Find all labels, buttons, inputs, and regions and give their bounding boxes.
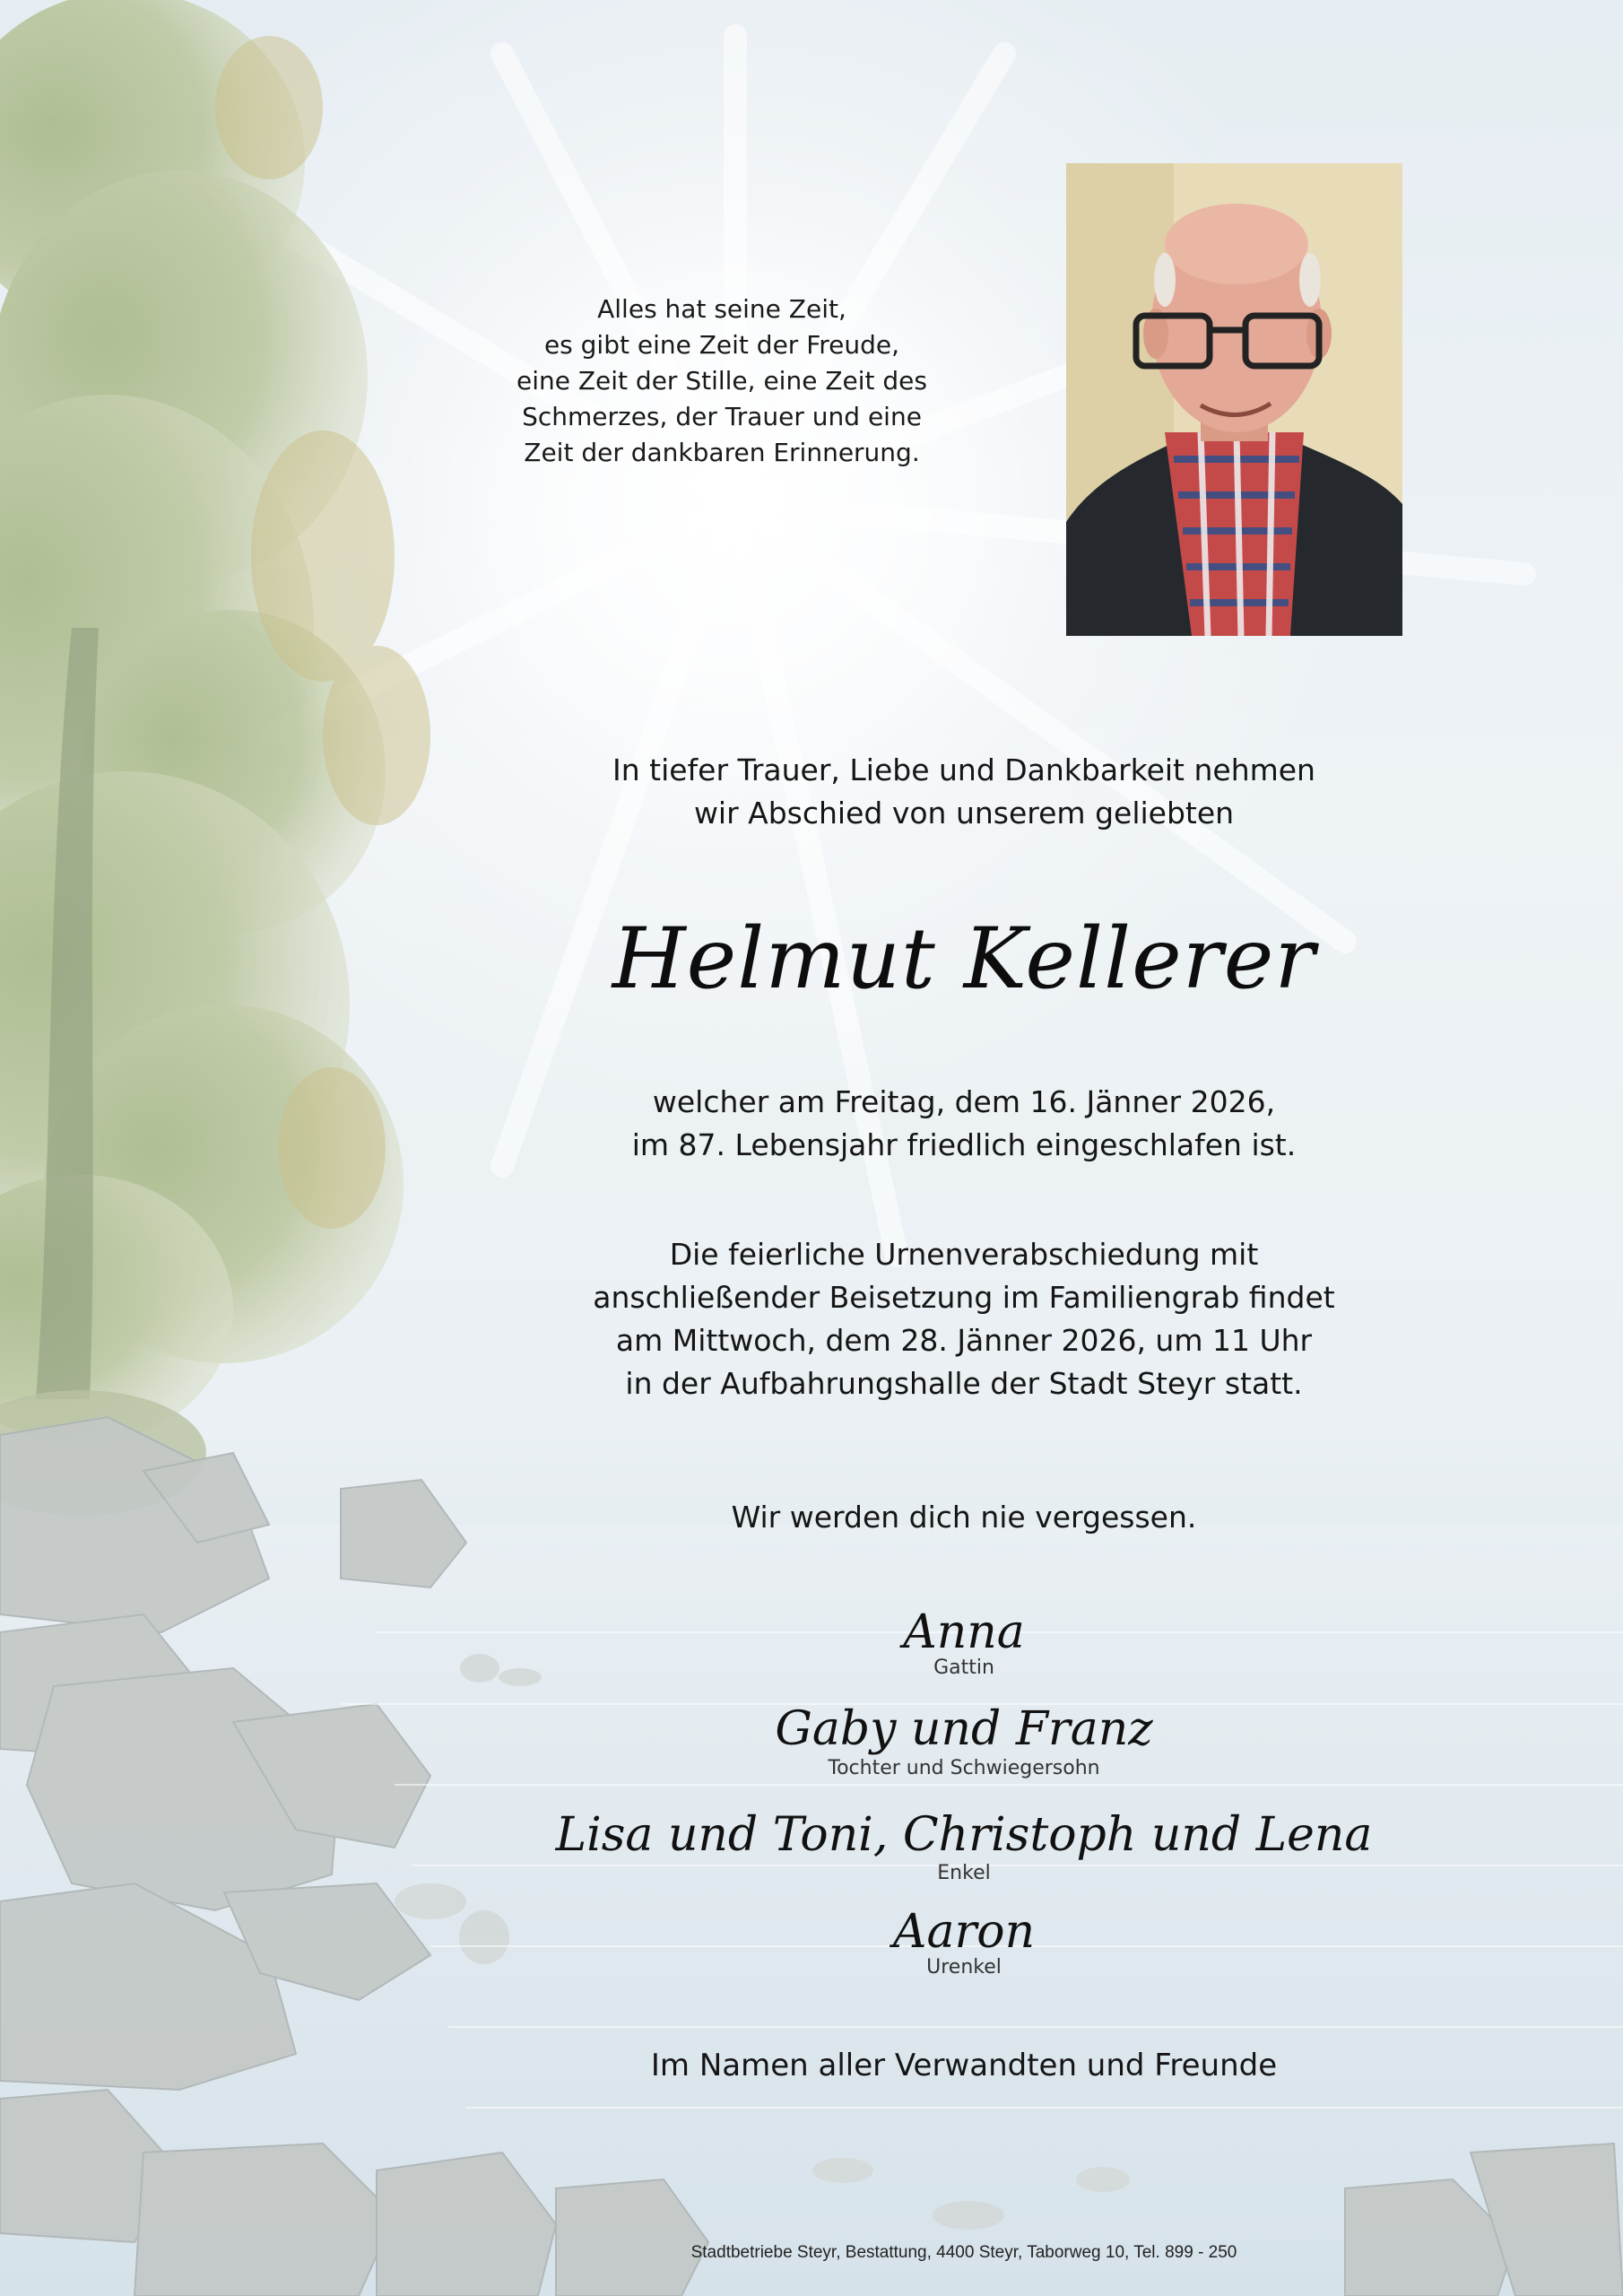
death-line: welcher am Freitag, dem 16. Jänner 2026, [652,1084,1276,1119]
death-notice [502,1081,1426,1167]
mourner-name: Lisa und Toni, Christoph und Lena [555,1808,1373,1862]
funeral-line: Die feierliche Urnenverabschiedung mit [669,1237,1259,1272]
quote-line: es gibt eine Zeit der Freude, [543,330,900,360]
death-line: im 87. Lebensjahr friedlich eingeschlafen ist. [631,1127,1297,1162]
funeral-details [502,1233,1426,1405]
mourner-name: Anna [903,1605,1025,1659]
deceased-name: Helmut Kellerer [612,910,1316,1008]
mourner-role: Gattin [933,1657,994,1679]
quote-line: Zeit der dankbaren Erinnerung. [524,438,920,467]
mourner-name: Gaby und Franz [775,1702,1153,1756]
mourner-role: Tochter und Schwiegersohn [828,1757,1100,1779]
mourner-name: Aaron [892,1905,1036,1959]
intro-text [502,749,1426,835]
closing-line: Wir werden dich nie vergessen. [731,1500,1197,1535]
funeral-line: in der Aufbahrungshalle der Stadt Steyr statt. [625,1366,1303,1401]
mourner-role: Urenkel [926,1956,1002,1979]
funeral-line: am Mittwoch, dem 28. Jänner 2026, um 11 Uhr [615,1323,1313,1358]
portrait-photo [1066,163,1402,636]
on-behalf-line: Im Namen aller Verwandten und Freunde [650,2048,1278,2083]
quote-block [466,291,977,471]
funeral-line: anschließender Beisetzung im Familiengrab findet [593,1280,1335,1315]
intro-line: wir Abschied von unserem geliebten [693,796,1235,831]
quote-line: Alles hat seine Zeit, [597,294,846,324]
quote-line: eine Zeit der Stille, eine Zeit des [516,366,927,396]
funeral-home-footer: Stadtbetriebe Steyr, Bestattung, 4400 Steyr, Taborweg 10, Tel. 899 - 250 [690,2243,1237,2262]
quote-line: Schmerzes, der Trauer und eine [522,402,922,431]
mourner-role: Enkel [937,1862,991,1884]
intro-line: In tiefer Trauer, Liebe und Dankbarkeit nehmen [612,752,1315,787]
